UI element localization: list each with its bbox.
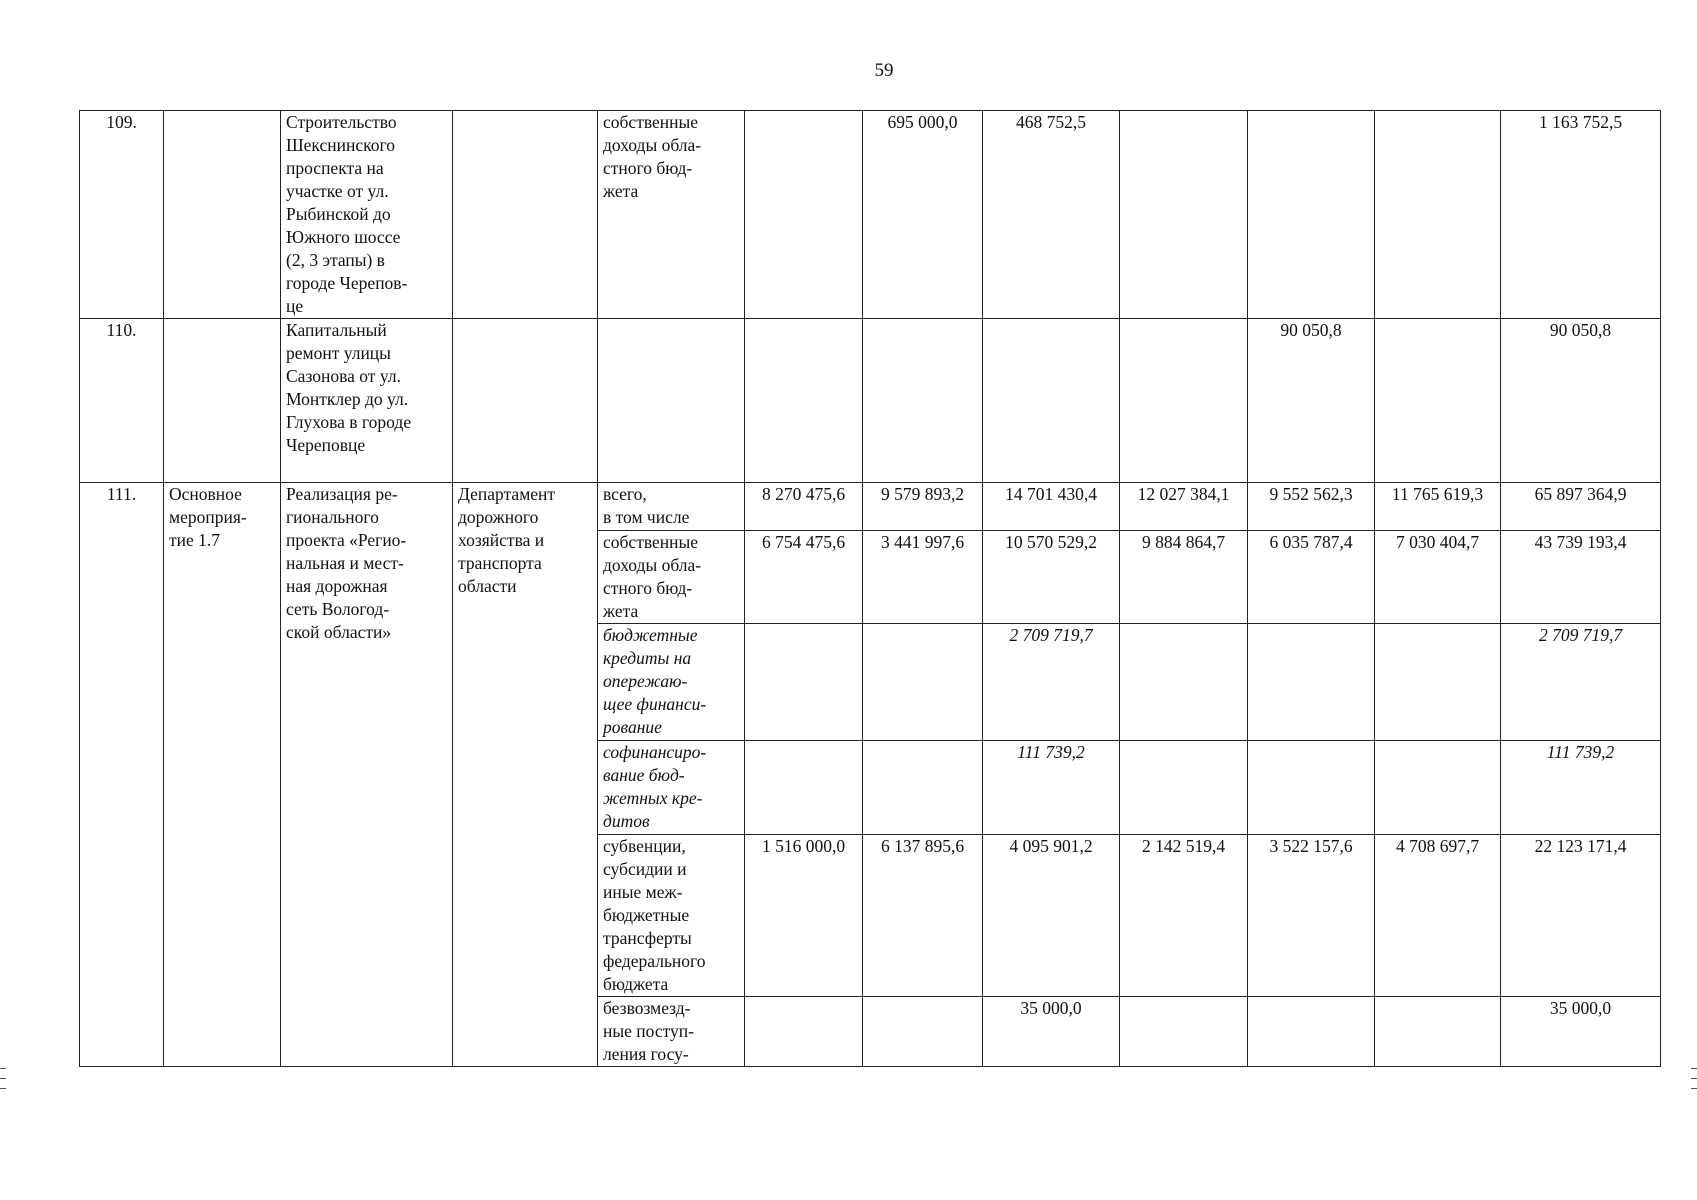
value-total: 35 000,0 [1501,997,1661,1067]
value-2019: 6 754 475,6 [745,531,863,624]
source-cell: субвенции, субсидии и иные меж- бюджетные трансферты федерального бюджета [598,835,745,997]
value-2023 [1248,111,1375,319]
value-2022 [1120,319,1248,483]
executor-cell [453,319,598,483]
value-2020: 9 579 893,2 [863,483,983,531]
value-2019 [745,997,863,1067]
value-2020 [863,997,983,1067]
value-2024: 11 765 619,3 [1375,483,1501,531]
source-cell: собственные доходы обла- стного бюд- жета [598,531,745,624]
scan-edge-mark [1691,1068,1697,1069]
budget-table [79,110,1661,1067]
value-total: 111 739,2 [1501,741,1661,835]
value-total: 1 163 752,5 [1501,111,1661,319]
row-number: 111. [80,483,164,1067]
table-row [80,483,1661,531]
value-2020: 3 441 997,6 [863,531,983,624]
value-2019 [745,319,863,483]
value-2019 [745,624,863,741]
value-2024: 7 030 404,7 [1375,531,1501,624]
object-name-cell: Капитальный ремонт улицы Сазонова от ул. Монтклер до ул. Глухова в городе Череповце [281,319,453,483]
value-total: 43 739 193,4 [1501,531,1661,624]
scan-edge-mark [0,1068,6,1069]
value-2023 [1248,624,1375,741]
value-2021: 111 739,2 [983,741,1120,835]
value-total: 2 709 719,7 [1501,624,1661,741]
status-cell [164,319,281,483]
value-2023: 6 035 787,4 [1248,531,1375,624]
row-number: 109. [80,111,164,319]
value-2024: 4 708 697,7 [1375,835,1501,997]
row-number: 110. [80,319,164,483]
executor-cell [453,111,598,319]
value-2022: 2 142 519,4 [1120,835,1248,997]
value-2024 [1375,111,1501,319]
value-2022: 12 027 384,1 [1120,483,1248,531]
value-total: 65 897 364,9 [1501,483,1661,531]
source-cell: бюджетные кредиты на опережаю- щее финанси- рование [598,624,745,741]
scan-edge-mark [0,1078,6,1079]
status-cell: Основное мероприя- тие 1.7 [164,483,281,1067]
object-name-cell: Реализация ре- гионального проекта «Регио- нальная и мест- ная дорожная сеть Вологод- ской области» [281,483,453,1067]
scan-edge-mark [1691,1078,1697,1079]
value-2021 [983,319,1120,483]
value-2021: 4 095 901,2 [983,835,1120,997]
value-2023: 3 522 157,6 [1248,835,1375,997]
value-2021: 2 709 719,7 [983,624,1120,741]
value-2021: 10 570 529,2 [983,531,1120,624]
object-name-cell: Строительство Шекснинского проспекта на участке от ул. Рыбинской до Южного шоссе (2, 3 этапы) в городе Черепов- це [281,111,453,319]
scan-edge-mark [0,1088,6,1089]
value-2020 [863,741,983,835]
value-2022 [1120,741,1248,835]
value-total: 90 050,8 [1501,319,1661,483]
value-2023 [1248,741,1375,835]
value-2023: 9 552 562,3 [1248,483,1375,531]
source-cell [598,319,745,483]
value-2024 [1375,741,1501,835]
value-2021: 14 701 430,4 [983,483,1120,531]
value-2020: 6 137 895,6 [863,835,983,997]
value-2019: 8 270 475,6 [745,483,863,531]
value-2019 [745,111,863,319]
table-row [80,111,1661,319]
value-2023: 90 050,8 [1248,319,1375,483]
source-cell: софинансиро- вание бюд- жетных кре- дитов [598,741,745,835]
value-2022 [1120,624,1248,741]
source-cell: всего, в том числе [598,483,745,531]
scan-edge-mark [1691,1088,1697,1089]
value-2024 [1375,997,1501,1067]
source-cell: безвозмезд- ные поступ- ления госу- [598,997,745,1067]
value-2022 [1120,997,1248,1067]
value-total: 22 123 171,4 [1501,835,1661,997]
value-2022: 9 884 864,7 [1120,531,1248,624]
value-2024 [1375,319,1501,483]
value-2019 [745,741,863,835]
value-2020: 695 000,0 [863,111,983,319]
table-row [80,319,1661,483]
value-2023 [1248,997,1375,1067]
value-2024 [1375,624,1501,741]
value-2020 [863,319,983,483]
page-number: 59 [874,60,894,81]
value-2019: 1 516 000,0 [745,835,863,997]
executor-cell: Департамент дорожного хозяйства и транспорта области [453,483,598,1067]
value-2021: 468 752,5 [983,111,1120,319]
value-2020 [863,624,983,741]
source-cell: собственные доходы обла- стного бюд- жета [598,111,745,319]
value-2021: 35 000,0 [983,997,1120,1067]
value-2022 [1120,111,1248,319]
status-cell [164,111,281,319]
